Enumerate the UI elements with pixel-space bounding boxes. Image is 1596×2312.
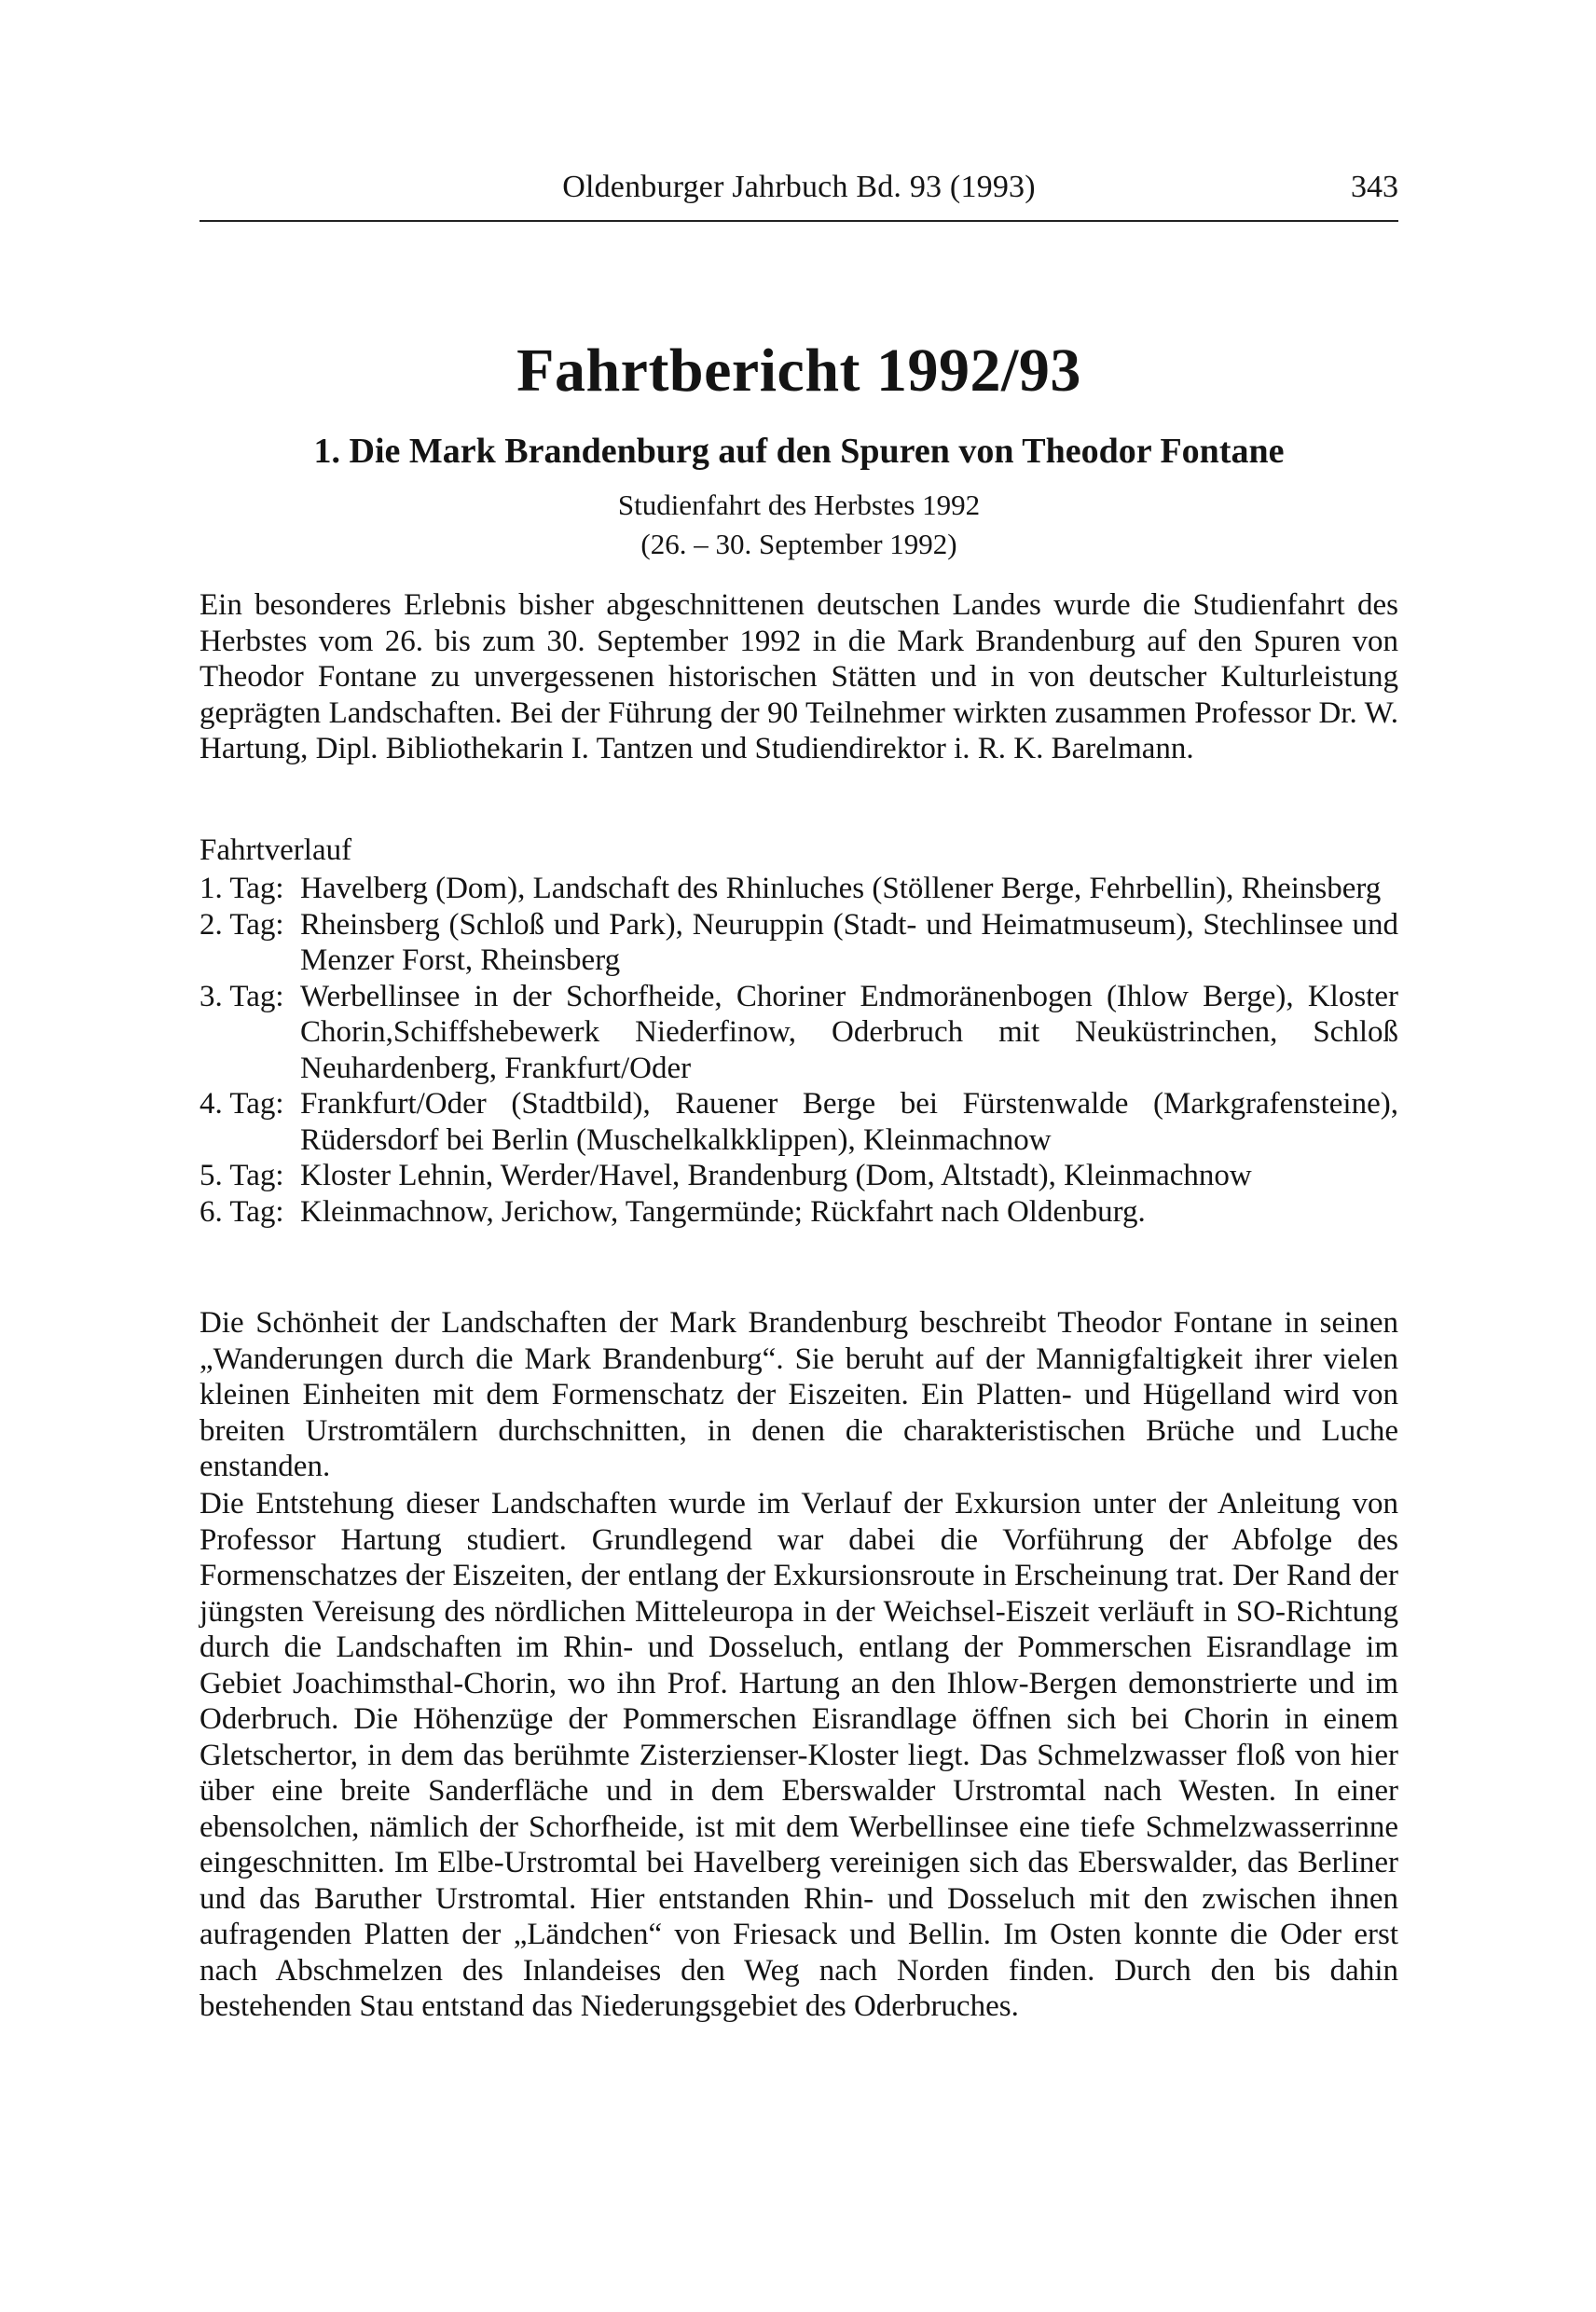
page-number: 343 — [1351, 170, 1398, 204]
day-description: Frankfurt/Oder (Stadtbild), Rauener Berge bei Fürstenwalde (Markgrafensteine), Rüdersdorf bei Berlin (Muschelkalkklippen), Kleinmachnow — [300, 1087, 1398, 1157]
journal-title: Oldenburger Jahrbuch Bd. 93 (1993) — [562, 170, 1036, 204]
running-header — [200, 166, 1398, 222]
trip-dates: (26. – 30. September 1992) — [640, 528, 957, 560]
day-description: Kloster Lehnin, Werder/Havel, Brandenburg (Dom, Altstadt), Kleinmachnow — [300, 1159, 1252, 1192]
day-description: Rheinsberg (Schloß und Park), Neuruppin (Stadt- und Heimatmuseum), Stechlinsee und Menzer Forst, Rheinsberg — [300, 907, 1398, 977]
body-paragraph-geology: Die Entstehung dieser Landschaften wurde im Verlauf der Exkursion unter der Anleitung von Professor Hartung studiert. Grundlegend war dabei die Vorführung der Abfolge des Formenschatzes der Eiszeiten, der entlang der Exkursionsroute in Erscheinung trat. Der Rand der jüngsten Vereisung des nördlichen Mitteleuropa in der Weichsel-Eiszeit verläuft in SO-Richtung durch die Landschaften im Rhin- und Dosseluch, entlang der Pommerschen Eisrandlage im Gebiet Joachimsthal-Chorin, wo ihn Prof. Hartung an den Ihlow-Bergen demonstrierte und im Oderbruch. Die Höhenzüge der Pommerschen Eisrandlage öffnen sich bei Chorin in einem Gletschertor, in dem das berühmte Zisterzienser-Kloster liegt. Das Schmelzwasser floß von hier über eine breite Sanderfläche und in dem Eberswalder Urstromtal nach Westen. In einer ebensolchen, nämlich der Schorfheide, ist mit dem Werbellinsee eine tiefe Schmelzwasserrinne eingeschnitten. Im Elbe-Urstromtal bei Havelberg vereinigen sich das Eberswalder, das Berliner und das Baruther Urstromtal. Hier entstanden Rhin- und Dosseluch mit den zwischen ihnen aufragenden Platten der „Ländchen“ von Friesack und Bellin. Im Osten konnte die Oder erst nach Abschmelzen des Inlandeises den Weg nach Norden finden. Durch den bis dahin bestehenden Stau entstand das Niederungsgebiet des Oderbruches. — [200, 1487, 1398, 2023]
section-title: 1. Die Mark Brandenburg auf den Spuren von Theodor Fontane — [313, 432, 1285, 471]
trip-subtitle: Studienfahrt des Herbstes 1992 — [617, 489, 981, 521]
day-description: Werbellinsee in der Schorfheide, Choriner Endmoränenbogen (Ihlow Berge), Kloster Chorin,Schiffshebewerk Niederfinow, Oderbruch mit Neuküstrinchen, Schloß Neuhardenberg, Frankfurt/Oder — [300, 979, 1398, 1085]
day-label: 3. Tag: — [200, 979, 284, 1013]
day-label: 1. Tag: — [200, 872, 284, 905]
itinerary-heading: Fahrtverlauf — [200, 833, 352, 867]
day-description: Havelberg (Dom), Landschaft des Rhinluches (Stöllener Berge, Fehrbellin), Rheinsberg — [300, 872, 1382, 905]
day-description: Kleinmachnow, Jerichow, Tangermünde; Rückfahrt nach Oldenburg. — [300, 1194, 1146, 1229]
day-label: 2. Tag: — [200, 907, 284, 942]
itinerary-list — [200, 871, 1398, 1230]
day-label: 5. Tag: — [200, 1159, 284, 1192]
intro-paragraph: Ein besonderes Erlebnis bisher abgeschnittenen deutschen Landes wurde die Studienfahrt des Herbstes vom 26. bis zum 30. September 1992 in die Mark Brandenburg auf den Spuren von Theodor Fontane zu unvergessenen historischen Stätten und in von deutscher Kulturleistung geprägten Landschaften. Bei der Führung der 90 Teilnehmer wirkten zusammen Professor Dr. W. Hartung, Dipl. Bibliothekarin I. Tantzen und Studiendirektor i. R. K. Barelmann. — [200, 588, 1398, 765]
itinerary-day-6 — [200, 1194, 1398, 1231]
itinerary-day-1 — [200, 871, 1398, 907]
itinerary-day-4 — [200, 1086, 1398, 1158]
page-title: Fahrtbericht 1992/93 — [516, 337, 1081, 405]
body-paragraph-landscape: Die Schönheit der Landschaften der Mark Brandenburg beschreibt Theodor Fontane in seinen „Wanderungen durch die Mark Brandenburg“. Sie beruht auf der Mannigfaltigkeit ihrer vielen kleinen Einheiten mit dem Formenschatz der Eiszeiten. Ein Platten- und Hügelland wird von breiten Urstromtälern durchschnitten, in denen die charakteristischen Brüche und Luche enstanden. — [200, 1306, 1398, 1483]
itinerary-day-2 — [200, 907, 1398, 979]
itinerary-day-3 — [200, 979, 1398, 1087]
day-label: 6. Tag: — [200, 1194, 284, 1229]
day-label: 4. Tag: — [200, 1087, 284, 1121]
itinerary-day-5 — [200, 1158, 1398, 1194]
